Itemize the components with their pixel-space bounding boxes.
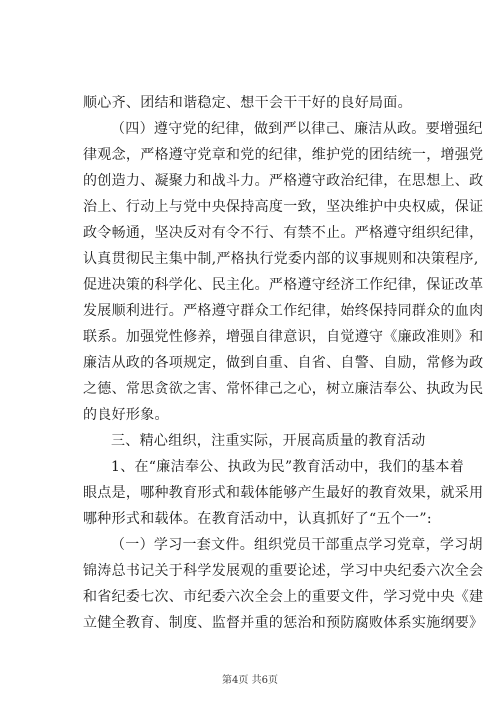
text-line: 之德、常思贪欲之害、常怀律己之心，树立廉洁奉公、执政为民	[83, 381, 484, 397]
text-line: 的创造力、凝聚力和战斗力。严格遵守政治纪律，在思想上、政	[83, 173, 484, 189]
text-line: 1、在“廉洁奉公、执政为民”教育活动中，我们的基本着	[111, 459, 465, 475]
text-line: 认真贯彻民主集中制,严格执行党委内部的议事规则和决策程序,	[83, 251, 479, 267]
text-line: 和省纪委七次、市纪委六次全会上的重要文件，学习党中央《建	[83, 589, 484, 605]
text-line: 治上、行动上与党中央保持高度一致，坚决维护中央权威，保证	[83, 199, 484, 215]
text-line: 律观念，严格遵守党章和党的纪律，维护党的团结统一，增强党	[83, 147, 484, 163]
text-line: 立健全教育、制度、监督并重的惩治和预防腐败体系实施纲要》	[83, 615, 484, 631]
section-heading: 三、精心组织，注重实际，开展高质量的教育活动	[111, 433, 426, 449]
page-number-footer: 第4页 共6页	[222, 675, 278, 686]
document-body	[83, 90, 484, 636]
text-line: （四）遵守党的纪律，做到严以律己、廉洁从政。要增强纪	[111, 121, 483, 137]
text-line: 锦涛总书记关于科学发展观的重要论述，学习中央纪委六次全会	[83, 563, 484, 579]
text-line: 政令畅通，坚决反对有令不行、有禁不止。严格遵守组织纪律，	[83, 225, 484, 241]
text-line: 眼点是，哪种教育形式和载体能够产生最好的教育效果，就采用	[83, 485, 484, 501]
text-line: 哪种形式和载体。在教育活动中，认真抓好了“五个一”:	[83, 511, 432, 527]
text-line: 顺心齐、团结和谐稳定、想干会干干好的良好局面。	[83, 95, 412, 111]
text-line: 联系。加强党性修养，增强自律意识，自觉遵守《廉政准则》和	[83, 329, 484, 345]
text-line: （一）学习一套文件。组织党员干部重点学习党章，学习胡	[111, 537, 483, 553]
text-line: 的良好形象。	[83, 407, 169, 423]
text-line: 廉洁从政的各项规定，做到自重、自省、自警、自励，常修为政	[83, 355, 484, 371]
text-line: 促进决策的科学化、民主化。严格遵守经济工作纪律，保证改革	[83, 277, 484, 293]
text-line: 发展顺利进行。严格遵守群众工作纪律，始终保持同群众的血肉	[83, 303, 484, 319]
